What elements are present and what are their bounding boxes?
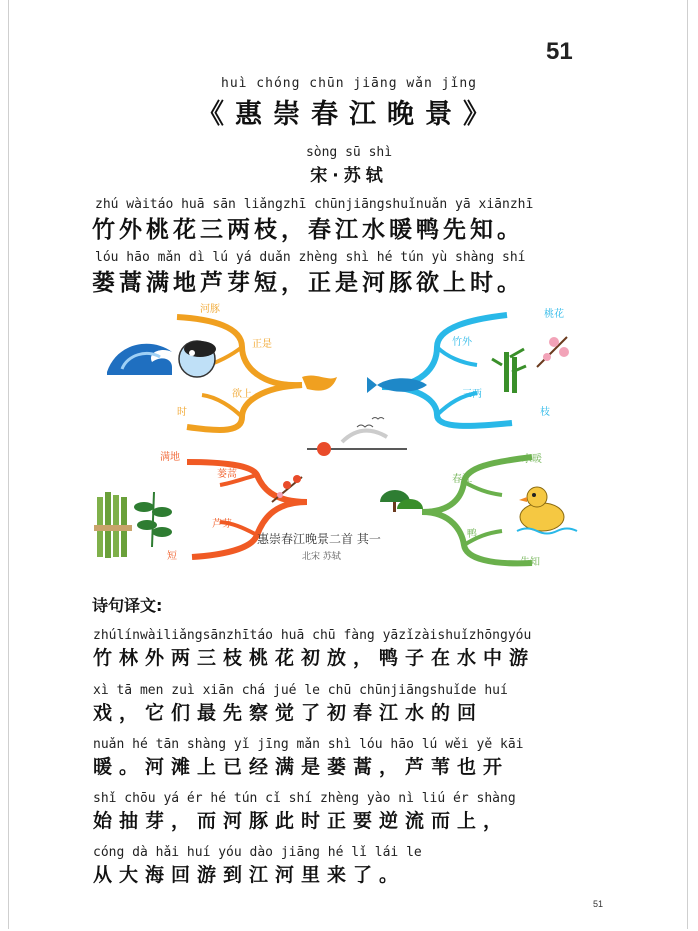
mindmap-center-title: 惠崇春江晚景二首 其一 (257, 532, 381, 546)
asparagus-icon (94, 492, 132, 558)
branch-bottom-right-label-3: 鸭 (467, 529, 477, 540)
translation-line-3-pinyin: nuǎn hé tān shàng yǐ jīng mǎn shì lóu hāo lú wěi yě kāi (93, 737, 524, 752)
branch-top-left-label-1: 河豚 (200, 304, 220, 315)
branch-bottom-right-label-2: 春江 (452, 474, 472, 485)
poem-title: 《惠崇春江晚景》 (197, 99, 501, 130)
branch-bottom-left-label-1: 满地 (160, 452, 180, 463)
bamboo-icon (492, 349, 526, 393)
branch-bottom-left-label-3: 芦芽 (212, 519, 232, 530)
branch-bottom-left-label-2: 蒌蒿 (217, 469, 237, 480)
branch-top-left-label-2: 正是 (252, 339, 272, 350)
translation-line-1-pinyin: zhúlínwàiliǎngsānzhītáo huā chū fàng yāzǐzàishuǐzhōngyóu (93, 628, 532, 643)
goldfish-icon (302, 376, 337, 391)
translation-label: 诗句译文: (92, 596, 163, 615)
artemisia-icon (134, 492, 172, 547)
poem-author: 宋·苏轼 (310, 166, 388, 186)
poem-line-1: 竹外桃花三两枝，春江水暖鸭先知。 (92, 216, 524, 243)
branch-bottom-left-label-4: 短 (167, 551, 177, 562)
branch-bottom-right-label-4: 先知 (520, 557, 540, 568)
footer-page-number: 51 (593, 899, 604, 909)
title-pinyin: huì chóng chūn jiāng wǎn jǐng (221, 76, 477, 91)
branch-top-right-label-1: 桃花 (544, 309, 564, 320)
translation-line-2: 戏，它们最先察觉了初春江水的回 (93, 702, 484, 724)
page-number: 51 (546, 38, 573, 65)
translation-line-5-pinyin: cóng dà hǎi huí yóu dào jiāng hé lǐ lái le (93, 845, 422, 860)
branch-top-left-label-4: 时 (177, 407, 187, 418)
translation-line-5: 从大海回游到江河里来了。 (93, 864, 406, 886)
branch-top-left-label-3: 欲上 (232, 389, 252, 400)
translation-line-1: 竹林外两三枝桃花初放，鸭子在水中游 (93, 647, 536, 669)
wave-icon (107, 344, 172, 375)
mindmap-center-subtitle: 北宋 苏轼 (302, 552, 341, 562)
translation-line-3: 暖。河滩上已经满是蒌蒿，芦苇也开 (93, 756, 510, 778)
poem-line-1-pinyin: zhú wàitáo huā sān liǎngzhī chūnjiāngshuǐnuǎn yā xiānzhī (95, 197, 534, 212)
branch-top-right-label-3: 三两 (462, 389, 482, 400)
tree-icon (380, 490, 423, 512)
poem-line-2: 蒌蒿满地芦芽短，正是河豚欲上时。 (92, 269, 524, 296)
translation-line-4: 始抽芽，而河豚此时正要逆流而上， (93, 810, 510, 832)
peach-blossom-icon (537, 337, 569, 367)
duck-icon (517, 487, 577, 534)
author-pinyin: sòng sū shì (305, 145, 393, 160)
sunset-icon (307, 418, 407, 457)
branch-bottom-right-label-1: 水暖 (522, 454, 542, 465)
branch-bottom-right-upper (422, 457, 532, 512)
branch-top-right-label-2: 竹外 (452, 337, 472, 348)
poem-line-2-pinyin: lóu hāo mǎn dì lú yá duǎn zhèng shì hé tún yù shàng shí (95, 250, 526, 265)
translation-line-4-pinyin: shǐ chōu yá ér hé tún cǐ shí zhèng yào nì liú ér shàng (93, 791, 516, 806)
mindmap-illustration (92, 297, 602, 582)
branch-top-right-label-4: 枝 (540, 407, 550, 418)
translation-line-2-pinyin: xì tā men zuì xiān chá jué le chū chūnjiāngshuǐde huí (93, 683, 508, 698)
